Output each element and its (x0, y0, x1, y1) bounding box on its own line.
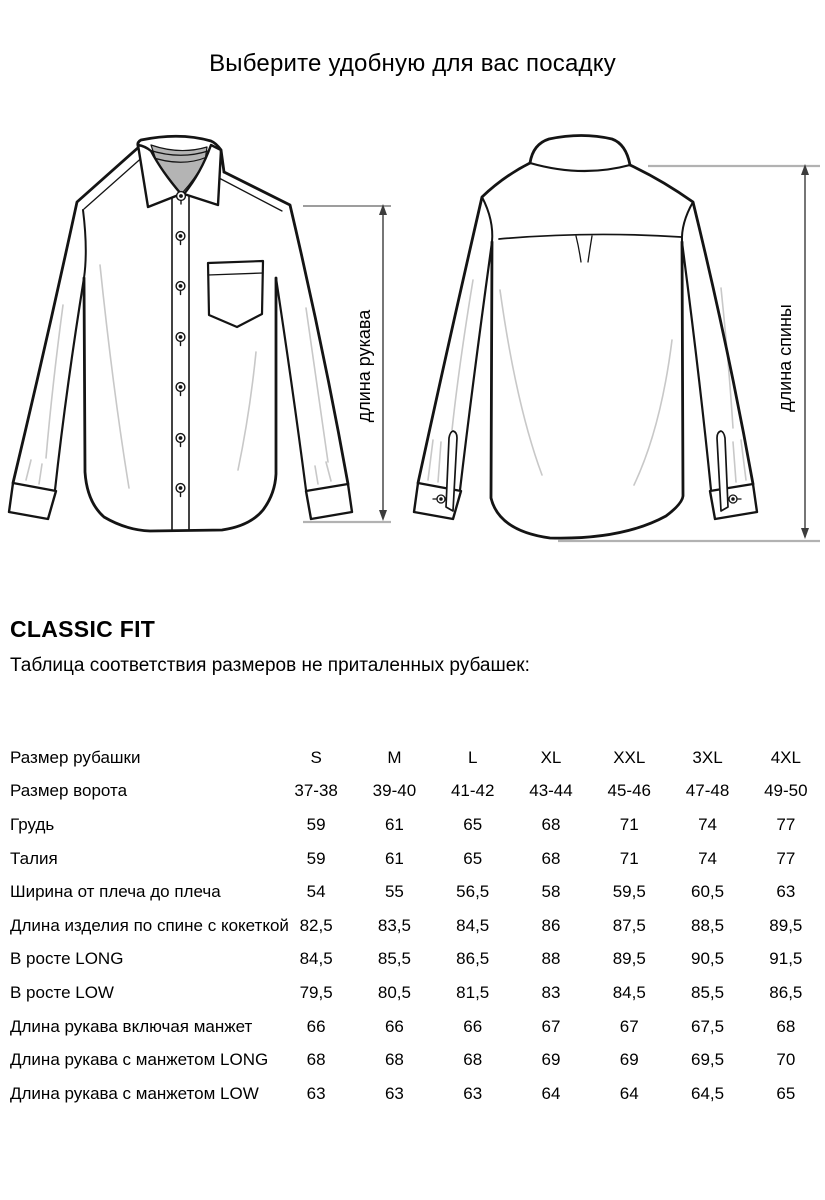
table-cell: 63 (306, 1083, 326, 1103)
front-right-shoulder-seam (219, 178, 282, 211)
table-cell: 68 (541, 848, 561, 868)
table-cell: 70 (776, 1050, 796, 1070)
back-right-cuff-placket (717, 431, 741, 511)
table-caption: Таблица соответствия размеров не приталенных рубашек: (10, 655, 530, 676)
front-collar (138, 136, 224, 207)
table-cell: 47-48 (685, 781, 730, 801)
table-cell: 86,5 (769, 982, 803, 1002)
table-cell: 90,5 (691, 949, 725, 969)
front-left-shoulder-seam (84, 154, 146, 209)
table-cell: 43-44 (529, 781, 573, 801)
fit-heading: CLASSIC FIT (10, 616, 156, 642)
front-shirt-drawing (9, 136, 352, 531)
table-cell: 64 (541, 1083, 561, 1103)
table-row (10, 775, 825, 809)
table-row (10, 943, 825, 977)
row-label: Размер ворота (10, 781, 128, 801)
table-cell: 45-46 (607, 781, 651, 801)
front-right-cuff (306, 484, 352, 519)
table-cell: XXL (613, 747, 646, 767)
table-cell: 39-40 (372, 781, 417, 801)
table-cell: 74 (698, 848, 717, 868)
table-cell: 68 (776, 1016, 796, 1036)
table-row (10, 842, 825, 876)
table-cell: 60,5 (691, 882, 725, 902)
table-cell: 63 (776, 882, 796, 902)
table-cell: 65 (463, 814, 483, 834)
table-cell: 59,5 (612, 882, 646, 902)
table-cell: 69,5 (691, 1050, 725, 1070)
table-cell: 69 (541, 1050, 561, 1070)
table-cell: 68 (306, 1050, 326, 1070)
table-cell: 83 (541, 982, 561, 1002)
table-cell: 64,5 (691, 1083, 725, 1103)
sleeve-length-label: длина рукава (354, 309, 374, 423)
table-cell: 84,5 (456, 915, 490, 935)
table-cell: 89,5 (612, 949, 646, 969)
back-right-sleeve-inner-seam (682, 242, 711, 490)
table-cell: 37-38 (294, 781, 338, 801)
table-cell: 83,5 (377, 915, 411, 935)
table-cell: 68 (384, 1050, 404, 1070)
table-row (10, 875, 825, 909)
shirt-diagrams (0, 130, 825, 580)
table-cell: M (387, 747, 402, 767)
table-cell: 66 (463, 1016, 483, 1036)
table-cell: XL (540, 747, 562, 767)
table-row (10, 909, 825, 943)
table-cell: 85,5 (377, 949, 411, 969)
table-cell: 87,5 (612, 915, 646, 935)
back-yoke-seam (499, 234, 681, 262)
table-cell: 68 (463, 1050, 483, 1070)
table-cell: 67 (619, 1016, 639, 1036)
table-cell: 4XL (770, 747, 801, 767)
row-label: Длина рукава с манжетом LOW (10, 1083, 259, 1103)
table-cell: L (467, 747, 478, 767)
table-row (10, 1010, 825, 1044)
table-cell: 82,5 (299, 915, 333, 935)
table-cell: 59 (306, 814, 326, 834)
back-left-cuff-placket (433, 431, 457, 511)
table-cell: 54 (306, 882, 326, 902)
table-cell: 66 (306, 1016, 326, 1036)
table-cell: 88,5 (691, 915, 725, 935)
table-cell: 66 (384, 1016, 404, 1036)
back-shirt-drawing (414, 136, 757, 539)
row-label: Длина изделия по спине с кокеткой (10, 915, 289, 935)
table-cell: 86,5 (456, 949, 490, 969)
table-cell: S (310, 747, 322, 767)
table-cell: 71 (619, 848, 639, 868)
table-cell: 77 (776, 848, 796, 868)
front-left-cuff (9, 483, 56, 519)
table-cell: 84,5 (612, 982, 646, 1002)
table-cell: 77 (776, 814, 796, 834)
table-cell: 84,5 (299, 949, 333, 969)
table-cell: 55 (384, 882, 404, 902)
table-cell: 88 (541, 949, 561, 969)
table-cell: 65 (463, 848, 483, 868)
table-cell: 61 (384, 814, 404, 834)
table-cell: 61 (384, 848, 404, 868)
table-cell: 81,5 (456, 982, 490, 1002)
front-crease-lines (26, 265, 331, 488)
back-right-armhole (682, 202, 693, 242)
row-label: Длина рукава включая манжет (10, 1016, 253, 1036)
table-cell: 3XL (692, 747, 723, 767)
front-right-sleeve-outline (224, 172, 348, 484)
row-label: В росте LOW (10, 982, 114, 1002)
front-buttons (176, 232, 185, 497)
back-left-armhole (482, 197, 492, 242)
front-left-sleeve-inner-seam (55, 278, 84, 490)
row-label: Размер рубашки (10, 747, 141, 767)
size-table (10, 741, 825, 1111)
table-cell: 59 (306, 848, 326, 868)
table-cell: 79,5 (299, 982, 333, 1002)
table-row (10, 808, 825, 842)
table-cell: 69 (619, 1050, 639, 1070)
table-cell: 67 (541, 1016, 561, 1036)
table-cell: 91,5 (769, 949, 803, 969)
table-cell: 63 (463, 1083, 483, 1103)
table-row (10, 1077, 825, 1111)
back-collar (530, 136, 630, 172)
back-body-outline (491, 242, 683, 538)
table-cell: 49-50 (764, 781, 808, 801)
row-label: Грудь (10, 814, 55, 834)
table-cell: 64 (619, 1083, 639, 1103)
table-cell: 41-42 (450, 781, 495, 801)
row-label: Ширина от плеча до плеча (10, 882, 221, 902)
back-length-label: длина спины (775, 304, 795, 412)
front-right-sleeve-inner-seam (276, 278, 306, 490)
page-title: Выберите удобную для вас посадку (209, 50, 616, 77)
back-length-dimension (558, 164, 820, 541)
table-cell: 74 (698, 814, 717, 834)
table-cell: 68 (541, 814, 561, 834)
table-cell: 56,5 (456, 882, 490, 902)
front-chest-pocket (208, 261, 263, 327)
table-cell: 86 (541, 915, 561, 935)
table-cell: 63 (384, 1083, 404, 1103)
table-row (10, 741, 825, 775)
table-row (10, 976, 825, 1010)
table-cell: 65 (776, 1083, 796, 1103)
table-row (10, 1043, 825, 1077)
table-cell: 85,5 (691, 982, 725, 1002)
table-cell: 58 (541, 882, 561, 902)
row-label: Талия (10, 848, 58, 868)
back-left-sleeve-outline (418, 163, 530, 483)
table-cell: 89,5 (769, 915, 803, 935)
row-label: В росте LONG (10, 949, 124, 969)
front-left-armhole (83, 210, 86, 278)
table-cell: 67,5 (691, 1016, 725, 1036)
table-cell: 80,5 (377, 982, 411, 1002)
row-label: Длина рукава с манжетом LONG (10, 1050, 269, 1070)
back-left-sleeve-inner-seam (460, 242, 492, 490)
collar-button (177, 192, 186, 204)
table-cell: 71 (619, 814, 639, 834)
